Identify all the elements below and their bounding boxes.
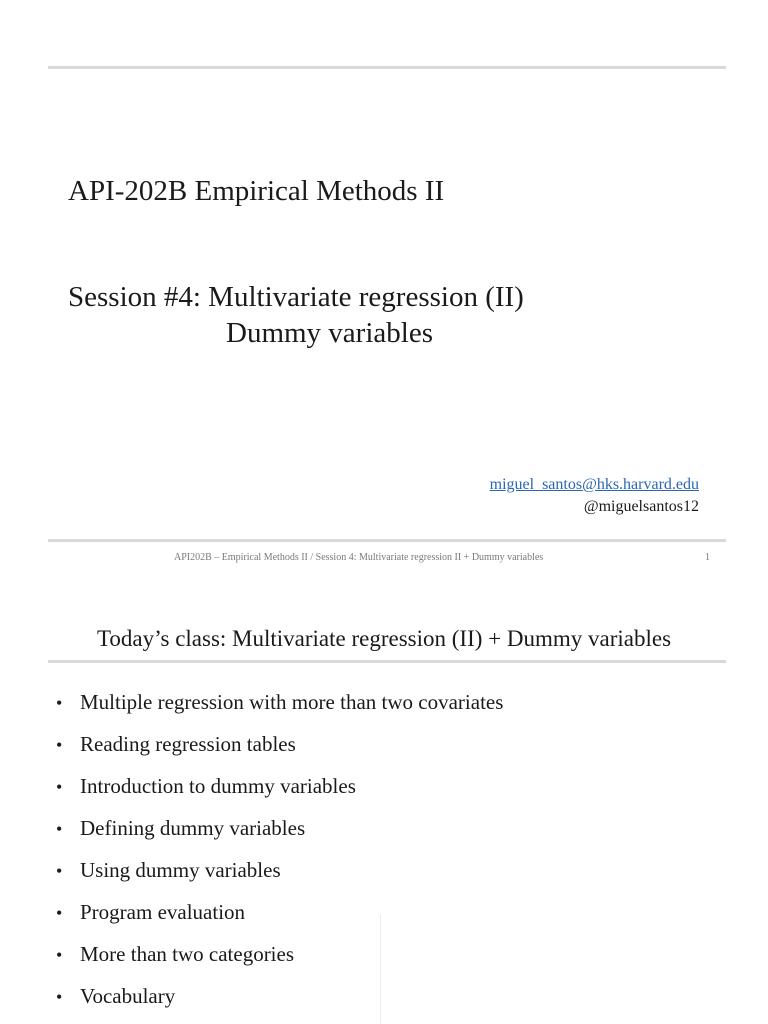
bullet-icon: • — [56, 693, 63, 713]
list-item — [56, 897, 503, 939]
session-subtitle: Dummy variables — [226, 317, 433, 349]
slide2-title-rule — [48, 660, 726, 663]
top-rule — [48, 66, 726, 69]
slide-footer: API202B – Empirical Methods II / Session 4: Multivariate regression II + Dummy variables — [174, 552, 544, 563]
list-item-text: More than two categories — [80, 942, 295, 966]
bullet-icon: • — [56, 861, 63, 881]
footer-rule — [48, 539, 726, 542]
list-item-text: Reading regression tables — [80, 732, 296, 756]
list-item — [56, 729, 503, 771]
email-link[interactable]: miguel_santos@hks.harvard.edu — [489, 476, 699, 493]
list-item — [56, 939, 503, 981]
list-item — [56, 981, 503, 1023]
list-item-text: Vocabulary — [80, 984, 176, 1008]
bullet-icon: • — [56, 987, 63, 1007]
course-title: API-202B Empirical Methods II — [68, 175, 445, 207]
list-item-text: Program evaluation — [80, 900, 246, 924]
list-item — [56, 687, 503, 729]
bullet-icon: • — [56, 777, 63, 797]
session-title: Session #4: Multivariate regression (II) — [68, 281, 524, 313]
agenda-list — [56, 687, 503, 1023]
list-item-text: Defining dummy variables — [80, 816, 306, 840]
list-item — [56, 813, 503, 855]
twitter-handle: @miguelsantos12 — [583, 498, 699, 515]
bullet-icon: • — [56, 819, 63, 839]
bullet-icon: • — [56, 735, 63, 755]
list-item-text: Multiple regression with more than two covariates — [80, 690, 504, 714]
list-item-text: Introduction to dummy variables — [80, 774, 356, 798]
list-item-text: Using dummy variables — [80, 858, 281, 882]
list-item — [56, 855, 503, 897]
page-divider — [380, 914, 381, 1024]
bullet-icon: • — [56, 945, 63, 965]
list-item — [56, 771, 503, 813]
page-number: 1 — [705, 552, 710, 563]
slide2-title: Today’s class: Multivariate regression (II) + Dummy variables — [96, 626, 672, 651]
bullet-icon: • — [56, 903, 63, 923]
